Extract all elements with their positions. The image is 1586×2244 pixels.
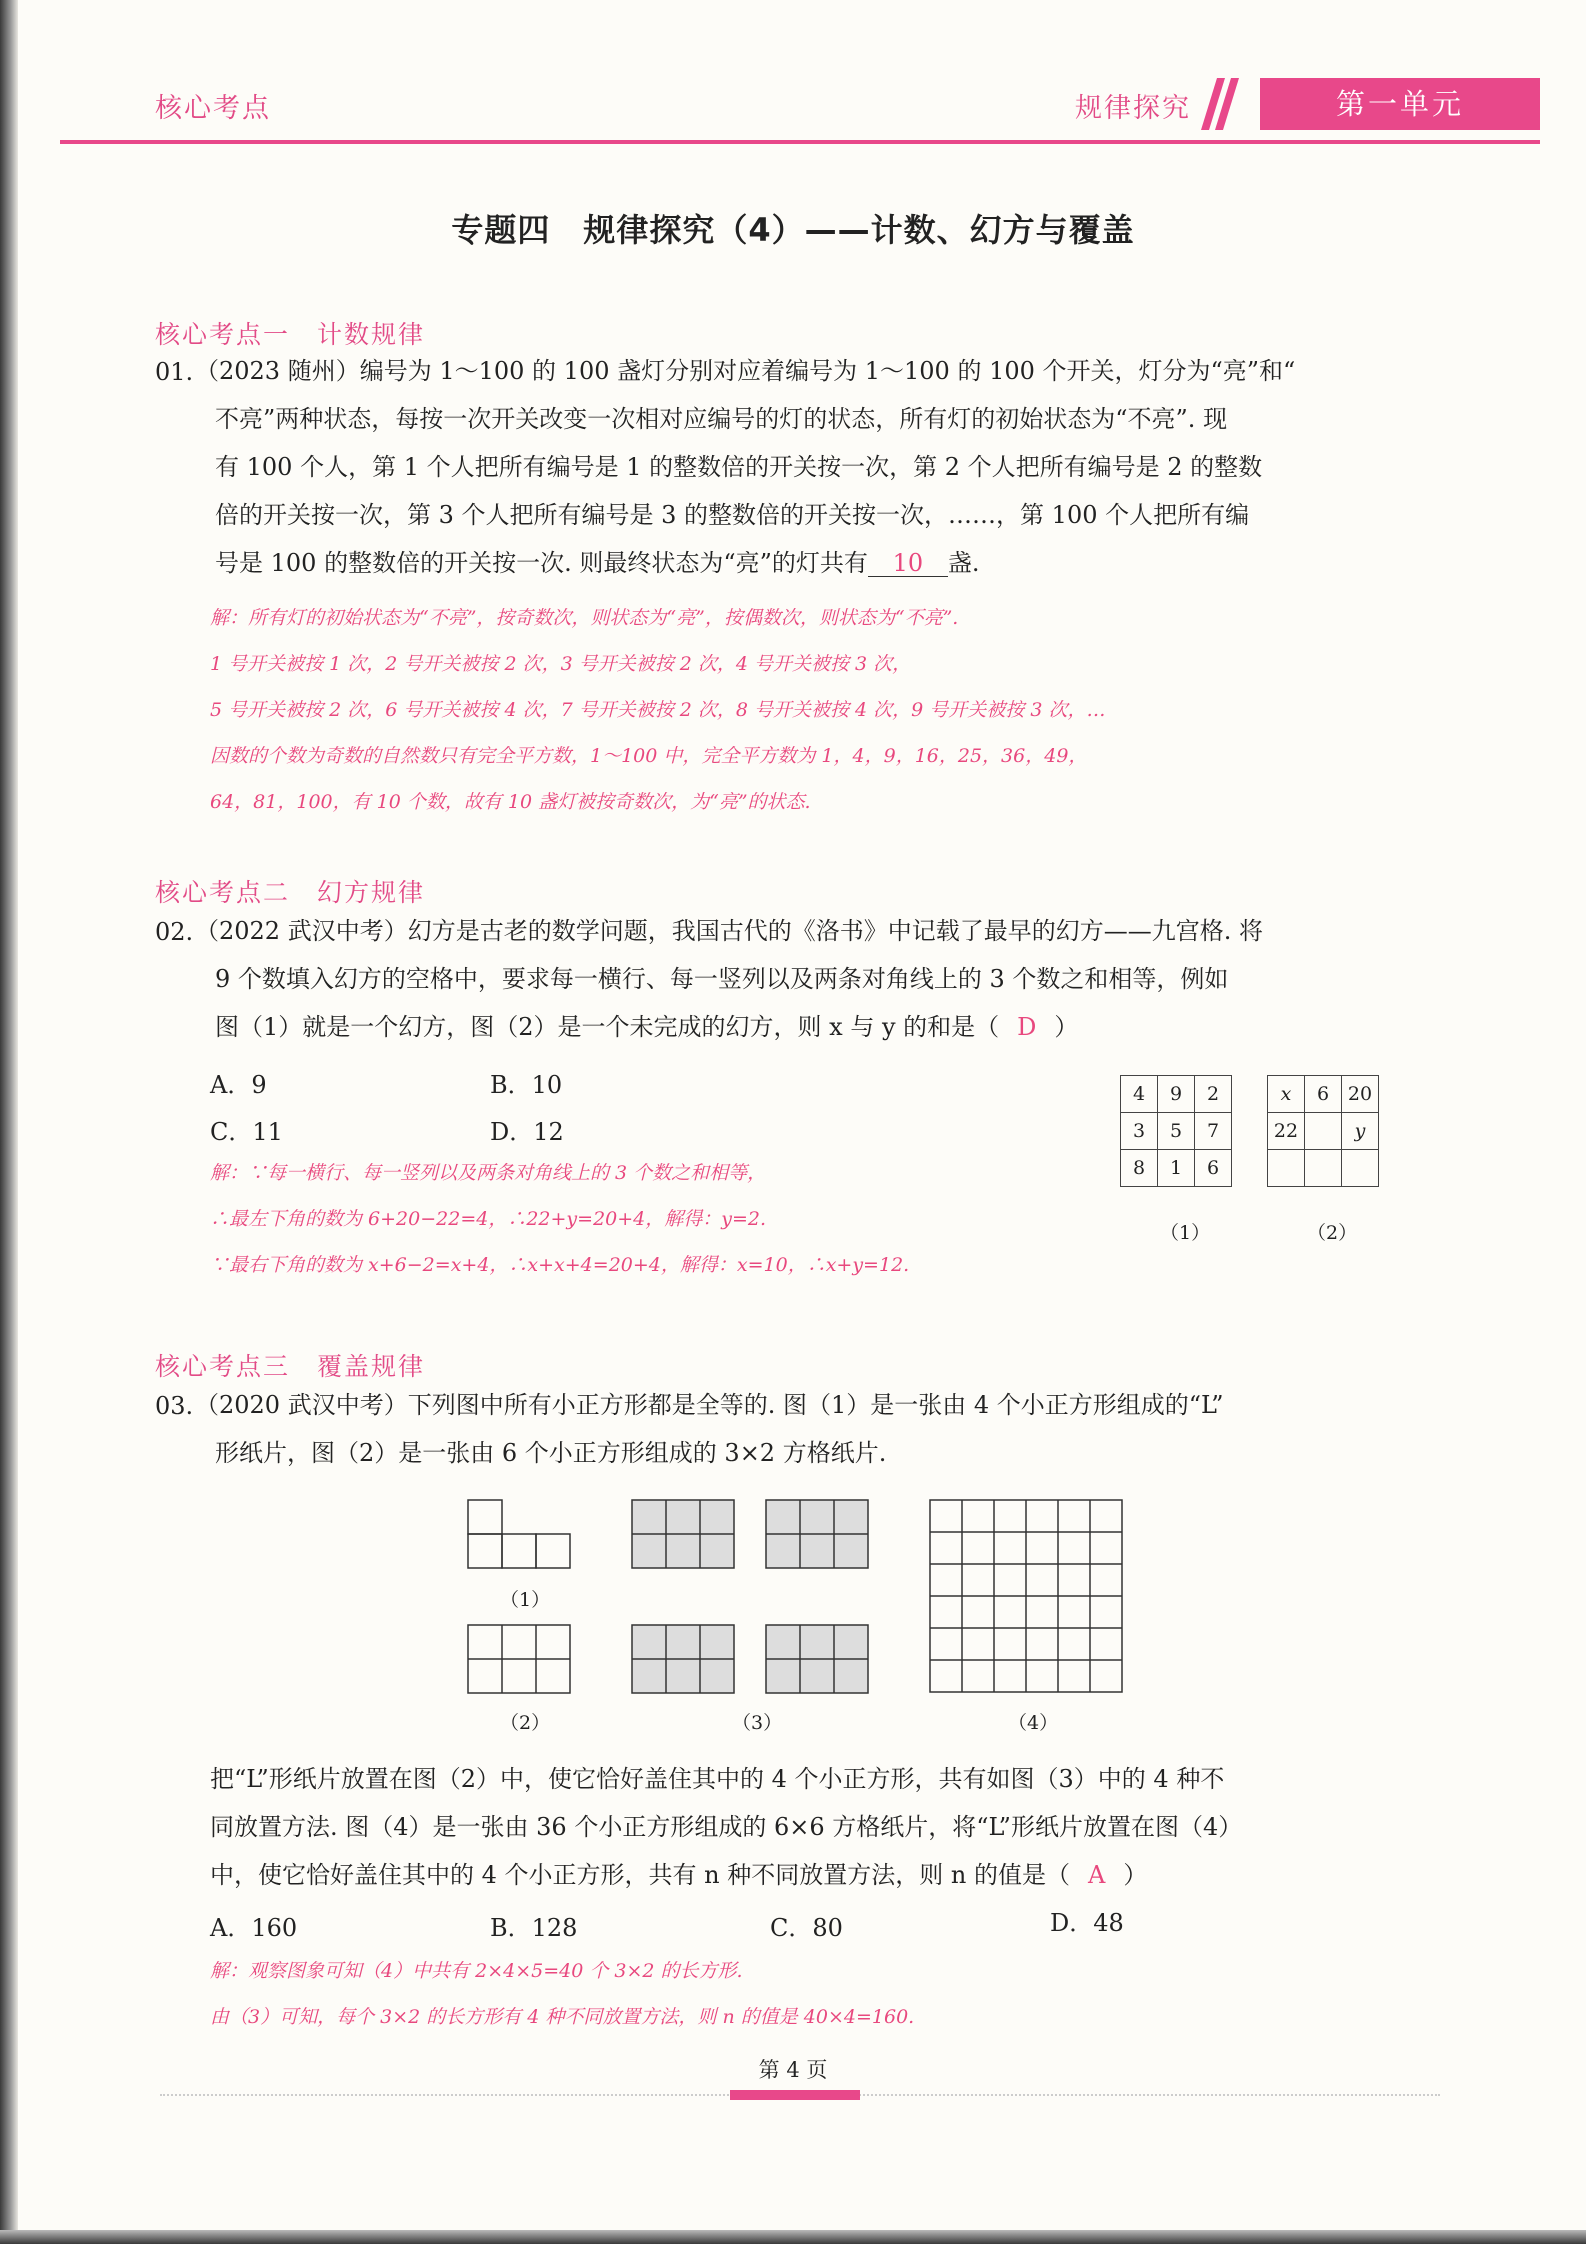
q2-option-b: B．10 bbox=[490, 1071, 563, 1099]
magic-cell: 20 bbox=[1342, 1076, 1379, 1113]
magic-cell: 8 bbox=[1121, 1150, 1158, 1187]
magic-square-2-caption: （2） bbox=[1307, 1222, 1358, 1244]
q3-close: ） bbox=[1123, 1861, 1148, 1889]
q3-line: 中，使它恰好盖住其中的 4 个小正方形，共有 n 种不同放置方法，则 n 的值是（ bbox=[210, 1861, 1070, 1889]
magic-cell bbox=[1305, 1113, 1342, 1150]
q3-line: （2020 武汉中考）下列图中所有小正方形都是全等的. 图（1）是一张由 4 个小正方形组成的“L” bbox=[195, 1391, 1224, 1419]
header-topic-label: 规律探究 bbox=[1075, 93, 1191, 124]
q2-solution bbox=[210, 1150, 1110, 1288]
solution-line: 1 号开关被按 1 次，2 号开关被按 2 次，3 号开关被按 2 次，4 号开关被按 3 次， bbox=[210, 653, 912, 675]
magic-cell: 1 bbox=[1158, 1150, 1195, 1187]
q3-option-a: A．160 bbox=[210, 1914, 298, 1942]
q3-answer: A bbox=[1087, 1861, 1106, 1889]
question-1-text bbox=[195, 347, 1445, 587]
magic-square-1 bbox=[1120, 1075, 1232, 1187]
magic-cell: y bbox=[1342, 1113, 1379, 1150]
header-slash-icon bbox=[1195, 78, 1255, 130]
q3-solution bbox=[210, 1948, 1410, 2040]
q2-line: （2022 武汉中考）幻方是古老的数学问题，我国古代的《洛书》中记载了最早的幻方——九宫格. 将 bbox=[195, 917, 1263, 945]
q3-option-c: C．80 bbox=[770, 1914, 843, 1942]
solution-line: 64，81，100，有 10 个数，故有 10 盏灯被按奇数次，为“亮”的状态. bbox=[210, 791, 811, 813]
q3-line: 把“L”形纸片放置在图（2）中，使它恰好盖住其中的 4 个小正方形，共有如图（3）中的 4 种不 bbox=[210, 1765, 1225, 1793]
magic-cell: 22 bbox=[1268, 1113, 1305, 1150]
q1-solution bbox=[210, 595, 1460, 825]
q2-close: ） bbox=[1054, 1013, 1079, 1041]
question-3-text bbox=[195, 1381, 1445, 1477]
q3-line: 形纸片，图（2）是一张由 6 个小正方形组成的 3×2 方格纸片. bbox=[215, 1439, 887, 1467]
q1-tail: 盏. bbox=[947, 549, 980, 577]
figure-3-placements bbox=[632, 1500, 868, 1693]
figure-1-l-shape bbox=[468, 1500, 570, 1568]
q3-option-d: D．48 bbox=[1050, 1909, 1124, 1937]
figure-caption-4: （4） bbox=[1008, 1712, 1059, 1734]
q2-option-a: A．9 bbox=[210, 1071, 267, 1099]
solution-line: 因数的个数为奇数的自然数只有完全平方数，1～100 中，完全平方数为 1，4，9，16，25，36，49， bbox=[210, 745, 1088, 767]
magic-cell: 7 bbox=[1195, 1113, 1232, 1150]
magic-cell: x bbox=[1268, 1076, 1305, 1113]
solution-line: 解：观察图象可知（4）中共有 2×4×5=40 个 3×2 的长方形. bbox=[210, 1960, 743, 1982]
magic-cell: 5 bbox=[1158, 1113, 1195, 1150]
figure-2-grid bbox=[468, 1625, 570, 1693]
magic-cell: 3 bbox=[1121, 1113, 1158, 1150]
magic-cell: 2 bbox=[1195, 1076, 1232, 1113]
question-3-text-continued bbox=[210, 1755, 1450, 1899]
q1-line: （2023 随州）编号为 1～100 的 100 盏灯分别对应着编号为 1～100 的 100 个开关，灯分为“亮”和“ bbox=[195, 357, 1296, 385]
section-heading-3: 核心考点三 覆盖规律 bbox=[155, 1352, 426, 1381]
question-2-text bbox=[195, 907, 1445, 1051]
solution-line: ∵最右下角的数为 x+6−2=x+4，∴x+x+4=20+4，解得：x=10，∴x+y=12. bbox=[210, 1254, 910, 1276]
magic-cell: 4 bbox=[1121, 1076, 1158, 1113]
section-heading-2: 核心考点二 幻方规律 bbox=[155, 878, 426, 907]
q2-answer: D bbox=[1017, 1013, 1037, 1041]
solution-line: ∴最左下角的数为 6+20−22=4，∴22+y=20+4，解得：y=2. bbox=[210, 1208, 767, 1230]
magic-cell bbox=[1268, 1150, 1305, 1187]
q2-line: 9 个数填入幻方的空格中，要求每一横行、每一竖列以及两条对角线上的 3 个数之和相等，例如 bbox=[215, 965, 1229, 993]
figure-4-grid bbox=[930, 1500, 1122, 1692]
magic-square-2 bbox=[1267, 1075, 1379, 1187]
solution-line: 5 号开关被按 2 次，6 号开关被按 4 次，7 号开关被按 2 次，8 号开关被按 4 次，9 号开关被按 3 次，… bbox=[210, 699, 1106, 721]
header-rule bbox=[60, 140, 1540, 144]
page-header bbox=[60, 78, 1550, 148]
q3-line: 同放置方法. 图（4）是一张由 36 个小正方形组成的 6×6 方格纸片，将“L”形纸片放置在图（4） bbox=[210, 1813, 1243, 1841]
q1-answer-blank: 10 bbox=[868, 550, 948, 577]
q1-line: 号是 100 的整数倍的开关按一次. 则最终状态为“亮”的灯共有 bbox=[215, 549, 868, 577]
solution-line: 解：所有灯的初始状态为“不亮”，按奇数次，则状态为“亮”，按偶数次，则状态为“不亮”. bbox=[210, 607, 959, 629]
q1-line: 不亮”两种状态，每按一次开关改变一次相对应编号的灯的状态，所有灯的初始状态为“不亮”. 现 bbox=[215, 405, 1228, 433]
figure-caption-2: （2） bbox=[500, 1712, 551, 1734]
page-bottom-edge bbox=[0, 2230, 1586, 2244]
figure-caption-1: （1） bbox=[500, 1589, 551, 1611]
footer-accent-bar bbox=[730, 2090, 860, 2100]
page-number: 第 4 页 bbox=[758, 2058, 828, 2082]
question-number-1: 01. bbox=[155, 358, 194, 386]
solution-line: 解：∵每一横行、每一竖列以及两条对角线上的 3 个数之和相等， bbox=[210, 1162, 767, 1184]
magic-square-1-caption: （1） bbox=[1160, 1222, 1211, 1244]
q2-line: 图（1）就是一个幻方，图（2）是一个未完成的幻方，则 x 与 y 的和是（ bbox=[215, 1013, 1000, 1041]
q3-option-b: B．128 bbox=[490, 1914, 578, 1942]
solution-line: 由（3）可知，每个 3×2 的长方形有 4 种不同放置方法，则 n 的值是 40×4=160. bbox=[210, 2006, 915, 2028]
question-number-2: 02. bbox=[155, 918, 194, 946]
page-binding-edge bbox=[0, 0, 18, 2244]
magic-cell: 6 bbox=[1305, 1076, 1342, 1113]
q1-line: 倍的开关按一次，第 3 个人把所有编号是 3 的整数倍的开关按一次，……，第 100 个人把所有编 bbox=[215, 501, 1250, 529]
magic-cell bbox=[1342, 1150, 1379, 1187]
magic-cell: 6 bbox=[1195, 1150, 1232, 1187]
q2-option-c: C．11 bbox=[210, 1118, 283, 1146]
magic-cell bbox=[1305, 1150, 1342, 1187]
section-heading-1: 核心考点一 计数规律 bbox=[155, 320, 426, 349]
figure-caption-3: （3） bbox=[732, 1712, 783, 1734]
magic-cell: 9 bbox=[1158, 1076, 1195, 1113]
q2-option-d: D．12 bbox=[490, 1118, 564, 1146]
q1-line: 有 100 个人，第 1 个人把所有编号是 1 的整数倍的开关按一次，第 2 个人把所有编号是 2 的整数 bbox=[215, 453, 1263, 481]
header-unit-badge: 第一单元 bbox=[1260, 78, 1540, 130]
page-title: 专题四 规律探究（4）——计数、幻方与覆盖 bbox=[451, 211, 1135, 249]
header-left-label: 核心考点 bbox=[155, 93, 271, 124]
question-number-3: 03. bbox=[155, 1392, 194, 1420]
